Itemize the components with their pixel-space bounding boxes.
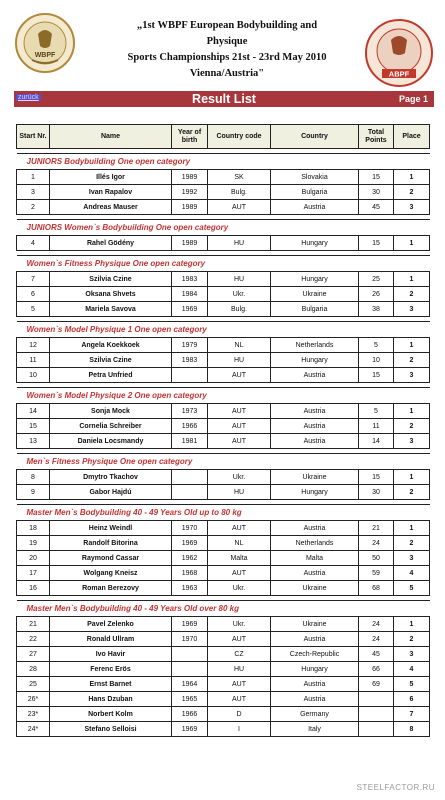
table-row bbox=[17, 200, 430, 215]
watermark: STEELFACTOR.RU bbox=[356, 783, 435, 792]
table-row bbox=[17, 707, 430, 722]
table-row bbox=[17, 272, 430, 287]
place-cell: 1 bbox=[394, 617, 430, 632]
country-cell: Austria bbox=[271, 434, 359, 449]
start-nr-cell: 20 bbox=[17, 551, 50, 566]
place-cell: 3 bbox=[394, 368, 430, 383]
year-cell: 1963 bbox=[172, 581, 208, 596]
year-cell: 1962 bbox=[172, 551, 208, 566]
country-code-cell: HU bbox=[208, 485, 271, 500]
place-cell: 3 bbox=[394, 434, 430, 449]
year-cell: 1966 bbox=[172, 419, 208, 434]
country-cell: Austria bbox=[271, 692, 359, 707]
country-cell: Netherlands bbox=[271, 536, 359, 551]
category-row bbox=[17, 256, 430, 272]
year-cell: 1983 bbox=[172, 272, 208, 287]
table-row bbox=[17, 434, 430, 449]
points-cell: 59 bbox=[359, 566, 394, 581]
country-code-cell: HU bbox=[208, 353, 271, 368]
points-cell: 25 bbox=[359, 272, 394, 287]
start-nr-cell: 11 bbox=[17, 353, 50, 368]
points-cell: 24 bbox=[359, 617, 394, 632]
category-title: Women`s Fitness Physique One open category bbox=[17, 256, 430, 272]
table-header-row bbox=[17, 125, 430, 149]
title-line-3: Vienna/Austria" bbox=[189, 68, 265, 79]
country-code-cell: NL bbox=[208, 536, 271, 551]
place-cell: 1 bbox=[394, 404, 430, 419]
year-cell: 1989 bbox=[172, 200, 208, 215]
name-cell: Ivo Havir bbox=[50, 647, 172, 662]
points-cell: 68 bbox=[359, 581, 394, 596]
year-cell: 1968 bbox=[172, 566, 208, 581]
points-cell bbox=[359, 722, 394, 737]
table-row bbox=[17, 287, 430, 302]
table-row bbox=[17, 521, 430, 536]
country-code-cell: I bbox=[208, 722, 271, 737]
points-cell: 14 bbox=[359, 434, 394, 449]
year-cell bbox=[172, 470, 208, 485]
country-cell: Netherlands bbox=[271, 338, 359, 353]
country-cell: Austria bbox=[271, 419, 359, 434]
table-row bbox=[17, 692, 430, 707]
col-start-nr: Start Nr. bbox=[17, 125, 50, 149]
points-cell: 21 bbox=[359, 521, 394, 536]
table-row bbox=[17, 722, 430, 737]
results-table bbox=[16, 124, 430, 737]
name-cell: Rahel Gödény bbox=[50, 236, 172, 251]
country-code-cell: AUT bbox=[208, 368, 271, 383]
country-code-cell: HU bbox=[208, 236, 271, 251]
points-cell bbox=[359, 692, 394, 707]
table-row bbox=[17, 662, 430, 677]
start-nr-cell: 28 bbox=[17, 662, 50, 677]
country-code-cell: Bulg. bbox=[208, 185, 271, 200]
country-cell: Austria bbox=[271, 521, 359, 536]
points-cell: 15 bbox=[359, 170, 394, 185]
name-cell: Ronald Ullram bbox=[50, 632, 172, 647]
name-cell: Petra Unfried bbox=[50, 368, 172, 383]
wbpf-logo-text: WBPF bbox=[34, 52, 56, 59]
start-nr-cell: 7 bbox=[17, 272, 50, 287]
category-row bbox=[17, 454, 430, 470]
country-cell: Austria bbox=[271, 632, 359, 647]
points-cell: 15 bbox=[359, 368, 394, 383]
points-cell: 15 bbox=[359, 470, 394, 485]
name-cell: Mariela Savova bbox=[50, 302, 172, 317]
name-cell: Andreas Mauser bbox=[50, 200, 172, 215]
country-cell: Austria bbox=[271, 200, 359, 215]
points-cell: 10 bbox=[359, 353, 394, 368]
start-nr-cell: 26* bbox=[17, 692, 50, 707]
name-cell: Heinz Weindl bbox=[50, 521, 172, 536]
country-cell: Hungary bbox=[271, 236, 359, 251]
country-code-cell: AUT bbox=[208, 692, 271, 707]
results-body bbox=[17, 149, 430, 737]
championship-title bbox=[118, 18, 336, 79]
start-nr-cell: 12 bbox=[17, 338, 50, 353]
start-nr-cell: 13 bbox=[17, 434, 50, 449]
start-nr-cell: 15 bbox=[17, 419, 50, 434]
year-cell bbox=[172, 485, 208, 500]
col-place: Place bbox=[394, 125, 430, 149]
name-cell: Raymond Cassar bbox=[50, 551, 172, 566]
col-country-code: Country code bbox=[208, 125, 271, 149]
points-cell: 5 bbox=[359, 404, 394, 419]
year-cell: 1984 bbox=[172, 287, 208, 302]
back-link[interactable]: zurück bbox=[18, 94, 39, 101]
place-cell: 1 bbox=[394, 236, 430, 251]
points-cell: 50 bbox=[359, 551, 394, 566]
country-cell: Bulgaria bbox=[271, 302, 359, 317]
place-cell: 2 bbox=[394, 485, 430, 500]
country-code-cell: AUT bbox=[208, 200, 271, 215]
start-nr-cell: 16 bbox=[17, 581, 50, 596]
country-cell: Hungary bbox=[271, 662, 359, 677]
result-list-bar bbox=[14, 91, 434, 107]
country-code-cell: AUT bbox=[208, 632, 271, 647]
title-line-2: Sports Championships 21st - 23rd May 2010 bbox=[127, 52, 327, 63]
category-row bbox=[17, 601, 430, 617]
points-cell: 26 bbox=[359, 287, 394, 302]
table-row bbox=[17, 404, 430, 419]
start-nr-cell: 14 bbox=[17, 404, 50, 419]
category-title: JUNIORS Women`s Bodybuilding One open category bbox=[17, 220, 430, 236]
category-title: Men`s Fitness Physique One open category bbox=[17, 454, 430, 470]
start-nr-cell: 3 bbox=[17, 185, 50, 200]
place-cell: 2 bbox=[394, 185, 430, 200]
title-line-1: „1st WBPF European Bodybuilding and Physique bbox=[136, 20, 318, 47]
name-cell: Roman Berezovy bbox=[50, 581, 172, 596]
points-cell: 24 bbox=[359, 536, 394, 551]
name-cell: Gabor Hajdú bbox=[50, 485, 172, 500]
country-cell: Austria bbox=[271, 368, 359, 383]
start-nr-cell: 24* bbox=[17, 722, 50, 737]
category-row bbox=[17, 322, 430, 338]
country-code-cell: HU bbox=[208, 272, 271, 287]
country-cell: Hungary bbox=[271, 485, 359, 500]
category-title: Women`s Model Physique 2 One open category bbox=[17, 388, 430, 404]
year-cell: 1973 bbox=[172, 404, 208, 419]
place-cell: 2 bbox=[394, 419, 430, 434]
year-cell: 1969 bbox=[172, 536, 208, 551]
name-cell: Sonja Mock bbox=[50, 404, 172, 419]
result-list-title: Result List bbox=[192, 92, 256, 106]
year-cell: 1989 bbox=[172, 236, 208, 251]
table-row bbox=[17, 302, 430, 317]
country-code-cell: Bulg. bbox=[208, 302, 271, 317]
col-country: Country bbox=[271, 125, 359, 149]
document-header bbox=[0, 0, 445, 88]
year-cell bbox=[172, 368, 208, 383]
country-cell: Austria bbox=[271, 566, 359, 581]
table-row bbox=[17, 677, 430, 692]
start-nr-cell: 2 bbox=[17, 200, 50, 215]
table-row bbox=[17, 419, 430, 434]
table-row bbox=[17, 536, 430, 551]
abpf-logo-text: ABPF bbox=[388, 69, 410, 79]
country-code-cell: AUT bbox=[208, 404, 271, 419]
name-cell: Norbert Kolm bbox=[50, 707, 172, 722]
name-cell: Ferenc Erös bbox=[50, 662, 172, 677]
name-cell: Wolgang Kneisz bbox=[50, 566, 172, 581]
start-nr-cell: 19 bbox=[17, 536, 50, 551]
country-cell: Ukraine bbox=[271, 617, 359, 632]
points-cell: 11 bbox=[359, 419, 394, 434]
place-cell: 4 bbox=[394, 662, 430, 677]
name-cell: Ivan Rapalov bbox=[50, 185, 172, 200]
col-name: Name bbox=[50, 125, 172, 149]
col-year-of-birth: Year of birth bbox=[172, 125, 208, 149]
start-nr-cell: 17 bbox=[17, 566, 50, 581]
country-code-cell: SK bbox=[208, 170, 271, 185]
place-cell: 6 bbox=[394, 692, 430, 707]
place-cell: 2 bbox=[394, 536, 430, 551]
name-cell: Daniela Locsmandy bbox=[50, 434, 172, 449]
table-row bbox=[17, 566, 430, 581]
table-row bbox=[17, 632, 430, 647]
place-cell: 1 bbox=[394, 470, 430, 485]
start-nr-cell: 22 bbox=[17, 632, 50, 647]
wbpf-logo bbox=[14, 12, 76, 74]
country-cell: Austria bbox=[271, 677, 359, 692]
category-row bbox=[17, 220, 430, 236]
country-cell: Bulgaria bbox=[271, 185, 359, 200]
name-cell: Szilvia Czine bbox=[50, 353, 172, 368]
points-cell: 24 bbox=[359, 632, 394, 647]
year-cell: 1983 bbox=[172, 353, 208, 368]
country-cell: Italy bbox=[271, 722, 359, 737]
points-cell: 15 bbox=[359, 236, 394, 251]
start-nr-cell: 27 bbox=[17, 647, 50, 662]
country-code-cell: Ukr. bbox=[208, 287, 271, 302]
year-cell: 1981 bbox=[172, 434, 208, 449]
points-cell: 30 bbox=[359, 485, 394, 500]
country-code-cell: Ukr. bbox=[208, 470, 271, 485]
points-cell bbox=[359, 707, 394, 722]
start-nr-cell: 5 bbox=[17, 302, 50, 317]
place-cell: 2 bbox=[394, 353, 430, 368]
place-cell: 3 bbox=[394, 647, 430, 662]
country-cell: Germany bbox=[271, 707, 359, 722]
table-row bbox=[17, 368, 430, 383]
country-code-cell: AUT bbox=[208, 677, 271, 692]
place-cell: 8 bbox=[394, 722, 430, 737]
col-total-points: Total Points bbox=[359, 125, 394, 149]
table-row bbox=[17, 647, 430, 662]
country-code-cell: HU bbox=[208, 662, 271, 677]
name-cell: Pavel Zelenko bbox=[50, 617, 172, 632]
country-cell: Ukraine bbox=[271, 581, 359, 596]
name-cell: Stefano Selloisi bbox=[50, 722, 172, 737]
table-row bbox=[17, 185, 430, 200]
start-nr-cell: 9 bbox=[17, 485, 50, 500]
place-cell: 5 bbox=[394, 581, 430, 596]
page-number: Page 1 bbox=[398, 94, 428, 104]
place-cell: 4 bbox=[394, 566, 430, 581]
year-cell bbox=[172, 662, 208, 677]
table-row bbox=[17, 236, 430, 251]
start-nr-cell: 6 bbox=[17, 287, 50, 302]
start-nr-cell: 18 bbox=[17, 521, 50, 536]
points-cell: 66 bbox=[359, 662, 394, 677]
table-row bbox=[17, 470, 430, 485]
country-code-cell: AUT bbox=[208, 566, 271, 581]
country-code-cell: NL bbox=[208, 338, 271, 353]
category-row bbox=[17, 154, 430, 170]
year-cell: 1970 bbox=[172, 632, 208, 647]
points-cell: 30 bbox=[359, 185, 394, 200]
category-row bbox=[17, 388, 430, 404]
country-cell: Czech-Republic bbox=[271, 647, 359, 662]
category-row bbox=[17, 505, 430, 521]
year-cell: 1964 bbox=[172, 677, 208, 692]
country-cell: Hungary bbox=[271, 272, 359, 287]
country-cell: Malta bbox=[271, 551, 359, 566]
points-cell: 45 bbox=[359, 647, 394, 662]
name-cell: Ernst Barnet bbox=[50, 677, 172, 692]
name-cell: Angela Koekkoek bbox=[50, 338, 172, 353]
name-cell: Dmytro Tkachov bbox=[50, 470, 172, 485]
year-cell: 1970 bbox=[172, 521, 208, 536]
place-cell: 1 bbox=[394, 272, 430, 287]
start-nr-cell: 4 bbox=[17, 236, 50, 251]
country-code-cell: AUT bbox=[208, 521, 271, 536]
category-title: Master Men`s Bodybuilding 40 - 49 Years Old up to 80 kg bbox=[17, 505, 430, 521]
country-cell: Slovakia bbox=[271, 170, 359, 185]
table-row bbox=[17, 485, 430, 500]
points-cell: 69 bbox=[359, 677, 394, 692]
place-cell: 1 bbox=[394, 521, 430, 536]
points-cell: 5 bbox=[359, 338, 394, 353]
name-cell: Cornelia Schreiber bbox=[50, 419, 172, 434]
table-row bbox=[17, 170, 430, 185]
start-nr-cell: 25 bbox=[17, 677, 50, 692]
country-code-cell: D bbox=[208, 707, 271, 722]
place-cell: 3 bbox=[394, 200, 430, 215]
start-nr-cell: 10 bbox=[17, 368, 50, 383]
points-cell: 38 bbox=[359, 302, 394, 317]
place-cell: 3 bbox=[394, 551, 430, 566]
category-title: Master Men`s Bodybuilding 40 - 49 Years Old over 80 kg bbox=[17, 601, 430, 617]
place-cell: 5 bbox=[394, 677, 430, 692]
year-cell bbox=[172, 647, 208, 662]
country-cell: Austria bbox=[271, 404, 359, 419]
place-cell: 1 bbox=[394, 338, 430, 353]
country-code-cell: AUT bbox=[208, 434, 271, 449]
place-cell: 3 bbox=[394, 302, 430, 317]
table-row bbox=[17, 338, 430, 353]
start-nr-cell: 8 bbox=[17, 470, 50, 485]
name-cell: Szilvia Czine bbox=[50, 272, 172, 287]
abpf-logo bbox=[364, 18, 434, 88]
year-cell: 1992 bbox=[172, 185, 208, 200]
start-nr-cell: 23* bbox=[17, 707, 50, 722]
year-cell: 1979 bbox=[172, 338, 208, 353]
start-nr-cell: 21 bbox=[17, 617, 50, 632]
country-code-cell: AUT bbox=[208, 419, 271, 434]
name-cell: Illés Igor bbox=[50, 170, 172, 185]
country-cell: Ukraine bbox=[271, 470, 359, 485]
country-code-cell: Ukr. bbox=[208, 617, 271, 632]
country-code-cell: Malta bbox=[208, 551, 271, 566]
points-cell: 45 bbox=[359, 200, 394, 215]
name-cell: Oksana Shvets bbox=[50, 287, 172, 302]
name-cell: Randolf Bitorina bbox=[50, 536, 172, 551]
category-title: JUNIORS Bodybuilding One open category bbox=[17, 154, 430, 170]
name-cell: Hans Dzuban bbox=[50, 692, 172, 707]
place-cell: 2 bbox=[394, 287, 430, 302]
table-row bbox=[17, 581, 430, 596]
place-cell: 2 bbox=[394, 632, 430, 647]
table-row bbox=[17, 617, 430, 632]
country-code-cell: CZ bbox=[208, 647, 271, 662]
place-cell: 7 bbox=[394, 707, 430, 722]
country-cell: Ukraine bbox=[271, 287, 359, 302]
year-cell: 1969 bbox=[172, 617, 208, 632]
country-code-cell: Ukr. bbox=[208, 581, 271, 596]
year-cell: 1989 bbox=[172, 170, 208, 185]
start-nr-cell: 1 bbox=[17, 170, 50, 185]
year-cell: 1969 bbox=[172, 722, 208, 737]
year-cell: 1965 bbox=[172, 692, 208, 707]
year-cell: 1969 bbox=[172, 302, 208, 317]
category-title: Women`s Model Physique 1 One open category bbox=[17, 322, 430, 338]
table-row bbox=[17, 353, 430, 368]
year-cell: 1966 bbox=[172, 707, 208, 722]
table-row bbox=[17, 551, 430, 566]
country-cell: Hungary bbox=[271, 353, 359, 368]
place-cell: 1 bbox=[394, 170, 430, 185]
